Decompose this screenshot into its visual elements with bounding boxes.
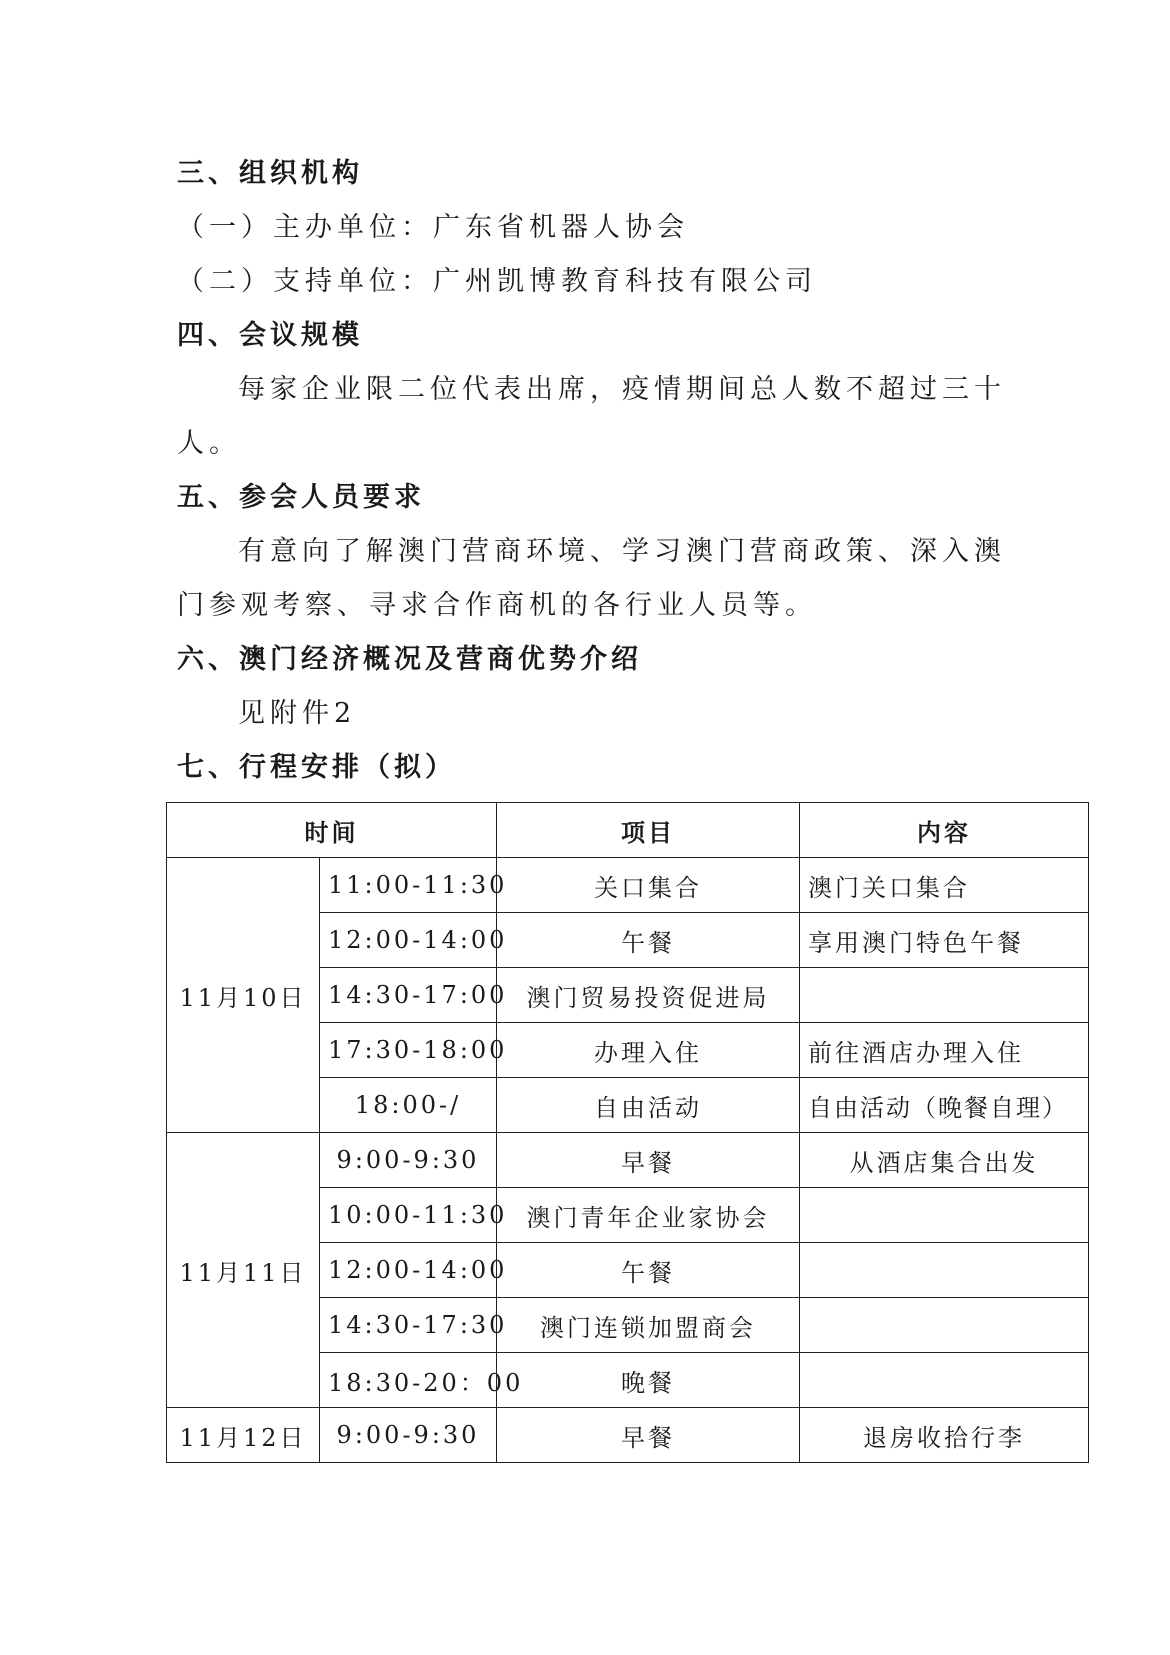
section-7-heading: 七、行程安排（拟） bbox=[177, 752, 456, 783]
row-content: 自由活动（晚餐自理） bbox=[800, 1078, 1089, 1133]
row-time: 14:30-17:30 bbox=[320, 1298, 497, 1353]
row-time: 17:30-18:00 bbox=[320, 1023, 497, 1078]
row-time: 18:00-/ bbox=[320, 1078, 497, 1133]
section-3-heading: 三、组织机构 bbox=[177, 158, 363, 189]
row-time: 11:00-11:30 bbox=[320, 858, 497, 913]
row-time: 9:00-9:30 bbox=[320, 1133, 497, 1188]
header-item: 项目 bbox=[497, 803, 800, 858]
row-item: 晚餐 bbox=[497, 1353, 800, 1408]
row-time: 14:30-17:00 bbox=[320, 968, 497, 1023]
row-time: 12:00-14:00 bbox=[320, 1243, 497, 1298]
section-5-body-line-2: 门参观考察、寻求合作商机的各行业人员等。 bbox=[177, 590, 817, 621]
row-item: 澳门青年企业家协会 bbox=[497, 1188, 800, 1243]
row-time: 9:00-9:30 bbox=[320, 1408, 497, 1463]
table-row bbox=[167, 1133, 1089, 1188]
section-6-body: 见附件2 bbox=[238, 698, 357, 729]
day-date: 11月11日 bbox=[167, 1133, 320, 1408]
row-item: 午餐 bbox=[497, 913, 800, 968]
row-time: 10:00-11:30 bbox=[320, 1188, 497, 1243]
day-date: 11月12日 bbox=[167, 1408, 320, 1463]
row-time: 18:30-20：00 bbox=[320, 1353, 497, 1408]
row-item: 澳门贸易投资促进局 bbox=[497, 968, 800, 1023]
section-4-body-line-2: 人。 bbox=[177, 428, 241, 459]
row-item: 办理入住 bbox=[497, 1023, 800, 1078]
row-time: 12:00-14:00 bbox=[320, 913, 497, 968]
row-content: 前往酒店办理入住 bbox=[800, 1023, 1089, 1078]
row-content bbox=[800, 1353, 1089, 1408]
header-time: 时间 bbox=[167, 803, 497, 858]
row-item: 早餐 bbox=[497, 1408, 800, 1463]
section-4-heading: 四、会议规模 bbox=[177, 320, 363, 351]
section-5-body-line-1: 有意向了解澳门营商环境、学习澳门营商政策、深入澳 bbox=[238, 536, 1006, 567]
section-5-heading: 五、参会人员要求 bbox=[177, 482, 425, 513]
section-6-heading: 六、澳门经济概况及营商优势介绍 bbox=[177, 644, 642, 675]
row-content: 澳门关口集合 bbox=[800, 858, 1089, 913]
row-item: 自由活动 bbox=[497, 1078, 800, 1133]
host-organizer-line: （一）主办单位：广东省机器人协会 bbox=[177, 212, 689, 243]
row-content bbox=[800, 1188, 1089, 1243]
row-content bbox=[800, 1243, 1089, 1298]
row-content: 退房收拾行李 bbox=[800, 1408, 1089, 1463]
row-content: 享用澳门特色午餐 bbox=[800, 913, 1089, 968]
section-4-body-line-1: 每家企业限二位代表出席，疫情期间总人数不超过三十 bbox=[238, 374, 1006, 405]
row-item: 午餐 bbox=[497, 1243, 800, 1298]
table-row bbox=[167, 858, 1089, 913]
row-content bbox=[800, 1298, 1089, 1353]
row-item: 澳门连锁加盟商会 bbox=[497, 1298, 800, 1353]
row-content bbox=[800, 968, 1089, 1023]
table-row bbox=[167, 1408, 1089, 1463]
header-content: 内容 bbox=[800, 803, 1089, 858]
day-date: 11月10日 bbox=[167, 858, 320, 1133]
row-item: 关口集合 bbox=[497, 858, 800, 913]
table-header-row bbox=[167, 803, 1089, 858]
row-content: 从酒店集合出发 bbox=[800, 1133, 1089, 1188]
itinerary-table bbox=[166, 802, 1089, 1463]
row-item: 早餐 bbox=[497, 1133, 800, 1188]
support-organizer-line: （二）支持单位：广州凯博教育科技有限公司 bbox=[177, 266, 817, 297]
